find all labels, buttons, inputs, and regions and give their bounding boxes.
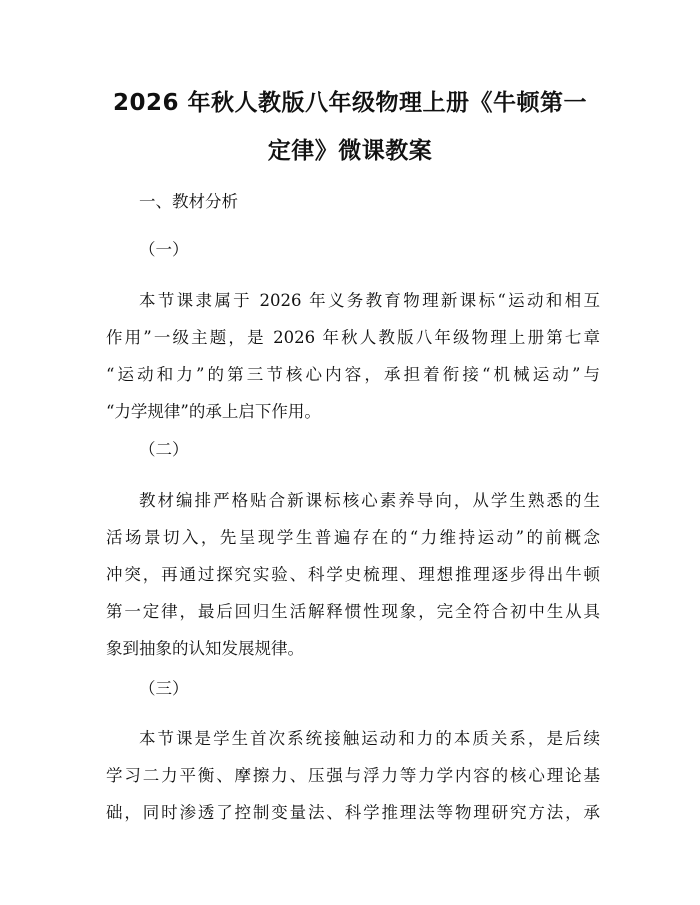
paragraph-line: 本节课是学生首次系统接触运动和力的本质关系，是后续 <box>139 729 600 748</box>
paragraph-line: 第一定律，最后回归生活解释惯性现象，完全符合初中生从具 <box>106 602 600 621</box>
paragraph-line: 活场景切入，先呈现学生普遍存在的“力维持运动”的前概念 <box>106 528 600 547</box>
paragraph-2 <box>106 482 600 667</box>
paragraph-1 <box>106 282 600 430</box>
document-title-line-1: 2026 年秋人教版八年级物理上册《牛顿第一 <box>112 90 588 116</box>
section-heading: 一、教材分析 <box>139 192 238 211</box>
paragraph-line: 作用”一级主题，是 2026 年秋人教版八年级物理上册第七章 <box>106 328 600 347</box>
paragraph-line: “运动和力”的第三节核心内容，承担着衔接“机械运动”与 <box>106 365 600 384</box>
paragraph-line: “力学规律”的承上启下作用。 <box>106 402 321 421</box>
subsection-label-2: （二） <box>139 440 189 459</box>
subsection-label-1: （一） <box>139 240 189 259</box>
paragraph-line: 冲突，再通过探究实验、科学史梳理、理想推理逐步得出牛顿 <box>106 565 600 584</box>
paragraph-line: 象到抽象的认知发展规律。 <box>106 639 304 658</box>
paragraph-line: 本节课隶属于 2026 年义务教育物理新课标“运动和相互 <box>139 291 600 310</box>
subsection-label-3: （三） <box>139 679 189 698</box>
document-title-line-2: 定律》微课教案 <box>267 138 433 164</box>
paragraph-line: 础，同时渗透了控制变量法、科学推理法等物理研究方法，承 <box>106 803 600 822</box>
paragraph-line: 教材编排严格贴合新课标核心素养导向，从学生熟悉的生 <box>139 491 600 510</box>
paragraph-line: 学习二力平衡、摩擦力、压强与浮力等力学内容的核心理论基 <box>106 766 600 785</box>
paragraph-3 <box>106 720 600 831</box>
